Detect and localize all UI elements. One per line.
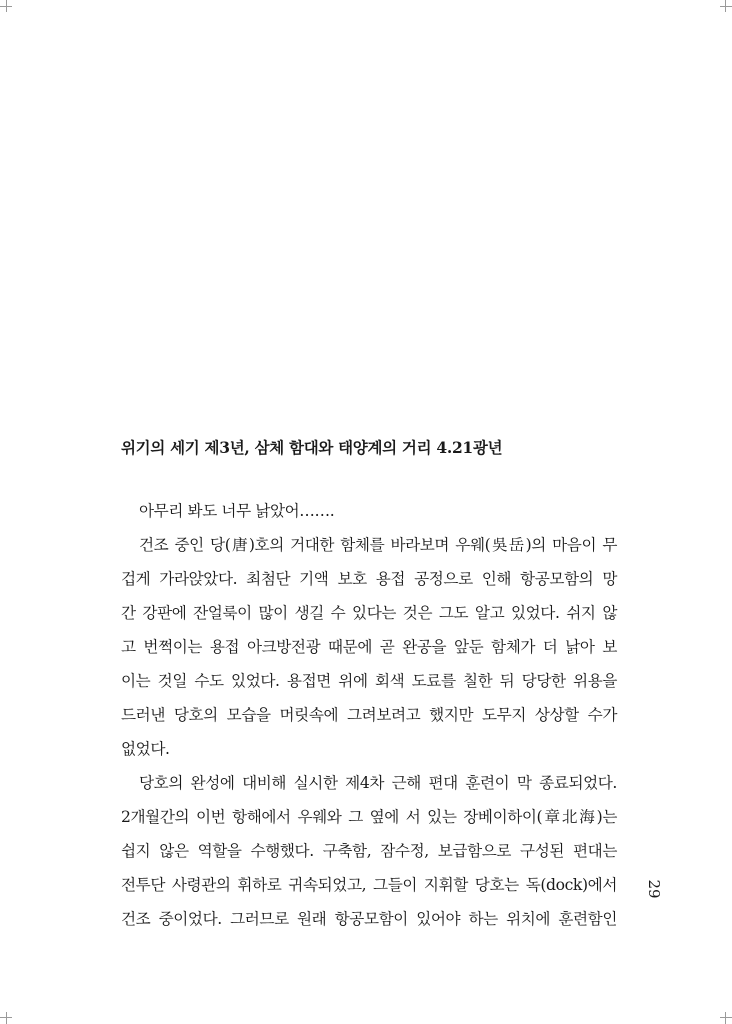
paragraph-line: 드러낸 당호의 모습을 머릿속에 그려보려고 했지만 도무지 상상할 수가: [121, 706, 617, 724]
crop-mark: [720, 1017, 732, 1018]
page-number: 29: [645, 879, 663, 899]
paragraph-line: 이는 것일 수도 있었다. 용접면 위에 회색 도료를 칠한 뒤 당당한 위용을: [121, 672, 617, 690]
crop-mark: [725, 0, 726, 12]
paragraph-line: 아무리 봐도 너무 낡았어…….: [139, 502, 335, 520]
paragraph-line: 2개월간의 이번 항해에서 우웨와 그 옆에 서 있는 장베이하이(章北海)는: [121, 808, 617, 826]
crop-mark: [6, 1012, 7, 1024]
section-heading: 위기의 세기 제3년, 삼체 함대와 태양계의 거리 4.21광년: [121, 438, 503, 457]
paragraph-line: 겁게 가라앉았다. 최첨단 기액 보호 용접 공정으로 인해 항공모함의 망: [121, 570, 617, 588]
paragraph-line: 쉽지 않은 역할을 수행했다. 구축함, 잠수정, 보급함으로 구성된 편대는: [121, 842, 617, 860]
paragraph-line: 없었다.: [121, 740, 170, 758]
paragraph-line: 고 번쩍이는 용접 아크방전광 때문에 곧 완공을 앞둔 함체가 더 낡아 보: [121, 638, 617, 656]
crop-mark: [725, 1012, 726, 1024]
crop-mark: [720, 6, 732, 7]
paragraph-line: 전투단 사령관의 휘하로 귀속되었고, 그들이 지휘할 당호는 독(dock)에서: [121, 876, 617, 894]
body-text: [121, 494, 617, 936]
paragraph-line: 당호의 완성에 대비해 실시한 제4차 근해 편대 훈련이 막 종료되었다.: [139, 774, 617, 792]
crop-mark: [6, 0, 7, 12]
paragraph-line: 간 강판에 잔얼룩이 많이 생길 수 있다는 것은 그도 알고 있었다. 쉬지 않: [121, 604, 617, 622]
paragraph-line: 건조 중인 당(唐)호의 거대한 함체를 바라보며 우웨(吳岳)의 마음이 무: [139, 536, 617, 554]
paragraph-line: 건조 중이었다. 그러므로 원래 항공모함이 있어야 하는 위치에 훈련함인: [121, 910, 617, 928]
